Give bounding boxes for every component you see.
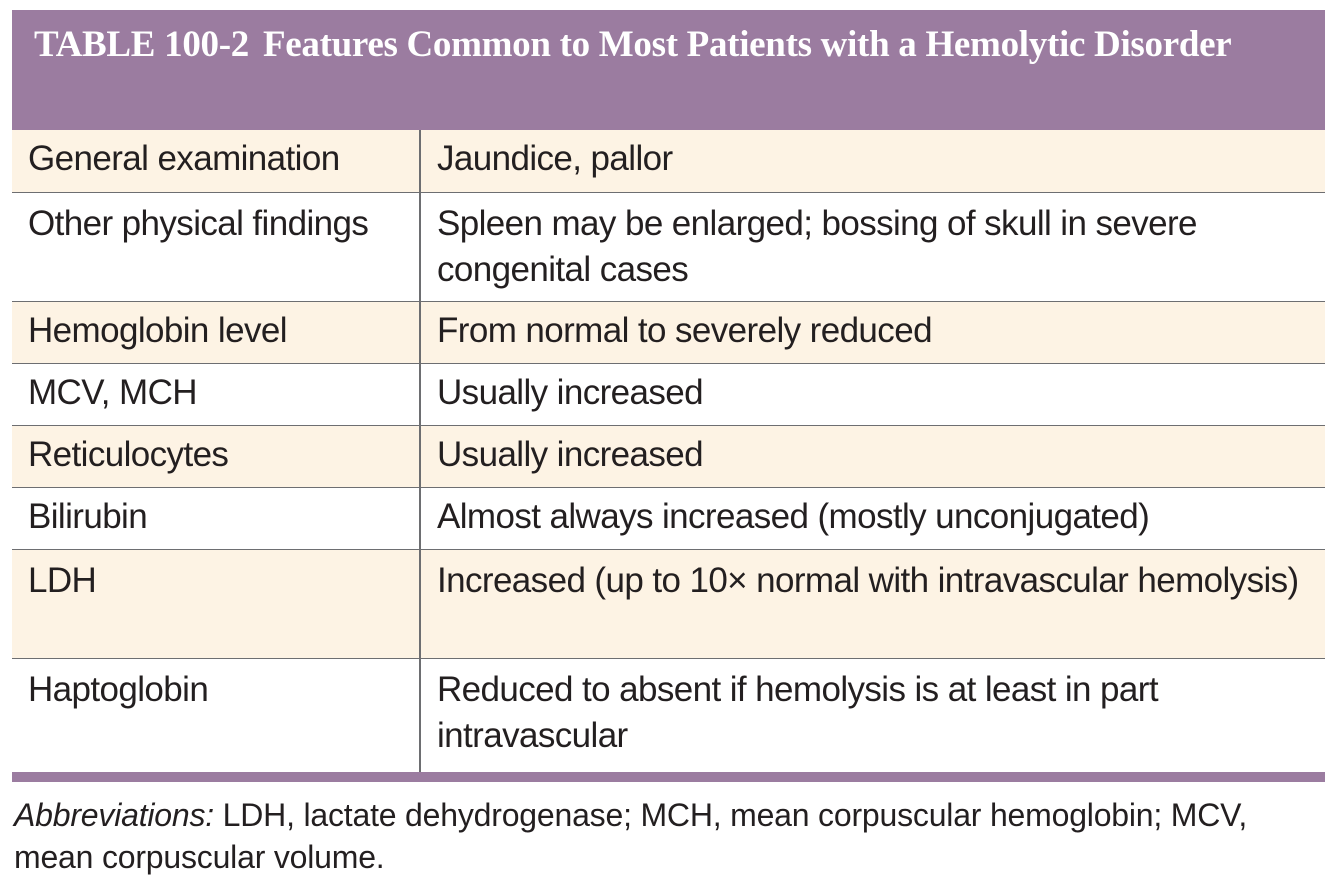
table-container — [12, 10, 1325, 782]
table-row — [12, 425, 1325, 487]
row-label: Bilirubin — [12, 487, 420, 549]
table-row — [12, 658, 1325, 772]
row-label: MCV, MCH — [12, 363, 420, 425]
table-row — [12, 363, 1325, 425]
table-number: TABLE 100-2 — [34, 24, 249, 65]
table-row — [12, 130, 1325, 192]
table-row — [12, 192, 1325, 301]
row-label: General examination — [12, 130, 420, 192]
row-value: Reduced to absent if hemolysis is at least in part intravascular — [420, 658, 1325, 772]
row-value: Jaundice, pallor — [420, 130, 1325, 192]
row-value: Increased (up to 10× normal with intravascular hemolysis) — [420, 549, 1325, 658]
row-value: Almost always increased (mostly unconjugated) — [420, 487, 1325, 549]
row-value: Spleen may be enlarged; bossing of skull in severe congenital cases — [420, 192, 1325, 301]
row-label: Reticulocytes — [12, 425, 420, 487]
table-row — [12, 487, 1325, 549]
table-row — [12, 301, 1325, 363]
row-value: Usually increased — [420, 425, 1325, 487]
row-label: Haptoglobin — [12, 658, 420, 772]
row-label: Hemoglobin level — [12, 301, 420, 363]
row-label: LDH — [12, 549, 420, 658]
table-title: Features Common to Most Patients with a Hemolytic Disorder — [262, 24, 1232, 65]
table-title-bar — [12, 10, 1325, 130]
table-bottom-rule — [12, 772, 1325, 782]
table-footnote — [14, 794, 1314, 878]
footnote-text: LDH, lactate dehydrogenase; MCH, mean corpuscular hemoglobin; MCV, mean corpuscular volume. — [14, 797, 1248, 875]
table-row — [12, 549, 1325, 658]
footnote-lead: Abbreviations: — [14, 797, 214, 833]
row-value: From normal to severely reduced — [420, 301, 1325, 363]
row-label: Other physical findings — [12, 192, 420, 301]
row-value: Usually increased — [420, 363, 1325, 425]
features-table — [12, 130, 1325, 772]
